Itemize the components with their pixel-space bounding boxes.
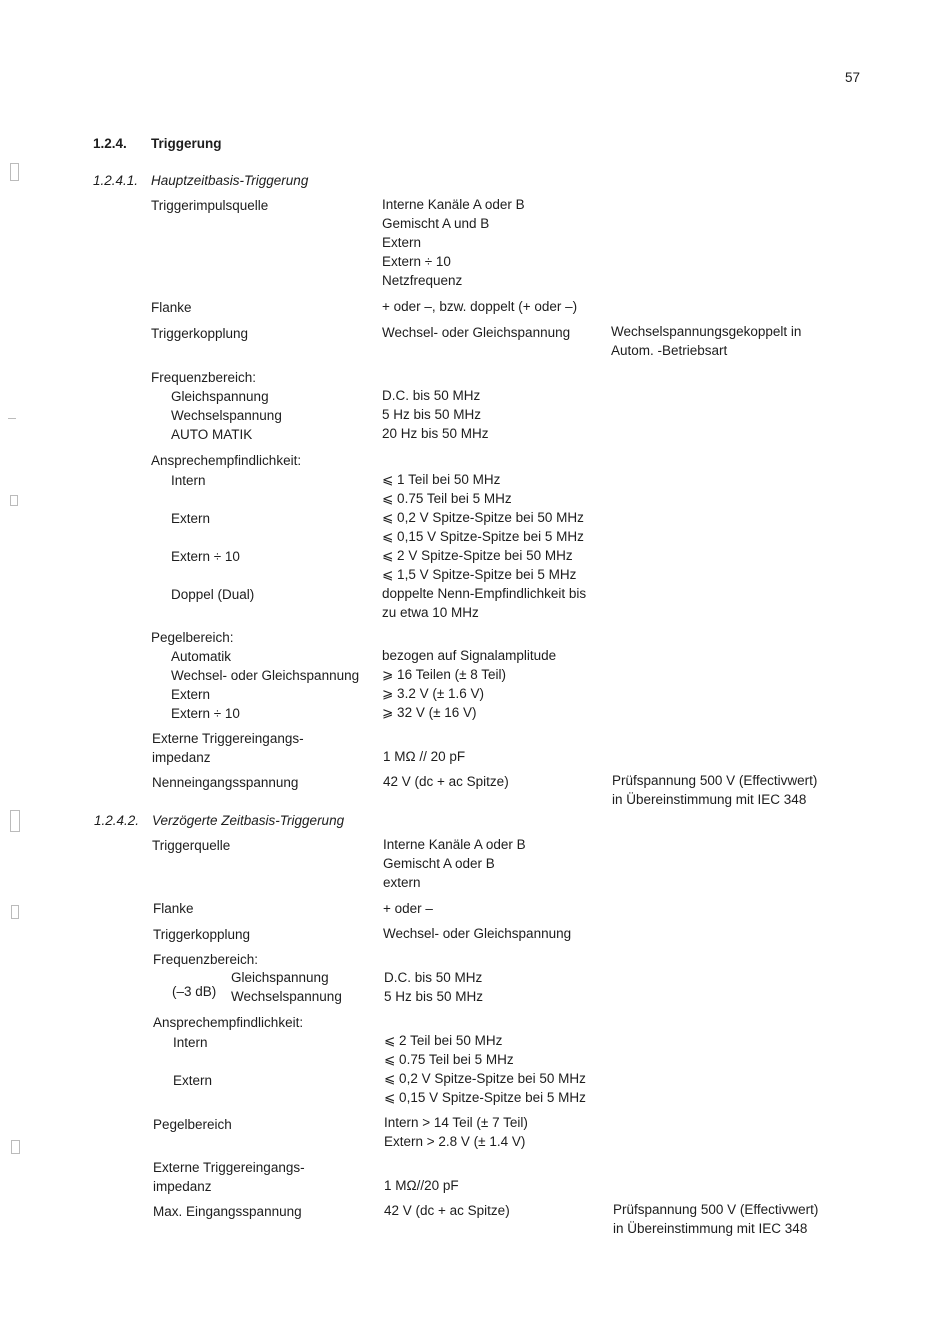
spec-label-line: Externe Triggereingangs- — [152, 731, 304, 746]
scan-mark — [11, 1140, 20, 1154]
spec-values — [384, 1069, 586, 1107]
spec-label: Triggerkopplung — [153, 927, 251, 942]
spec-label — [153, 1158, 305, 1196]
section-number: 1.2.4. — [93, 136, 127, 151]
spec-values — [382, 584, 586, 622]
spec-label: Frequenzbereich: — [153, 952, 259, 967]
spec-label: Triggerquelle — [152, 838, 231, 853]
spec-sub-labels — [171, 387, 282, 444]
scan-mark — [10, 495, 18, 506]
spec-label-line: Externe Triggereingangs- — [153, 1160, 305, 1175]
spec-value: + oder –, bzw. doppelt (+ oder –) — [382, 299, 578, 314]
spec-values — [384, 1113, 528, 1151]
spec-value: Wechsel- oder Gleichspannung — [382, 325, 571, 340]
spec-sub-label: Gleichspannung — [171, 389, 269, 404]
spec-label: Nenneingangsspannung — [152, 775, 299, 790]
spec-note — [611, 322, 801, 360]
spec-label: Ansprechempfindlichkeit: — [151, 453, 302, 468]
spec-value: ⩽ 1,5 V Spitze-Spitze bei 5 MHz — [382, 567, 577, 582]
spec-sub-label: Wechselspannung — [171, 408, 282, 423]
spec-label: Frequenzbereich: — [151, 370, 257, 385]
spec-value: 42 V (dc + ac Spitze) — [384, 1203, 510, 1218]
spec-sub-label: Gleichspannung — [231, 970, 329, 985]
spec-value: Gemischt A und B — [382, 216, 490, 231]
spec-value: D.C. bis 50 MHz — [382, 388, 481, 403]
spec-value: 20 Hz bis 50 MHz — [382, 426, 489, 441]
spec-values — [384, 1031, 514, 1069]
spec-value: extern — [383, 875, 421, 890]
spec-note-line: Prüfspannung 500 V (Effectivwert) — [612, 773, 818, 788]
spec-value: 5 Hz bis 50 MHz — [384, 989, 484, 1004]
spec-values — [383, 835, 526, 892]
subsection-title: Verzögerte Zeitbasis-Triggerung — [152, 813, 345, 828]
spec-note — [613, 1200, 818, 1238]
spec-label — [152, 729, 304, 767]
spec-note — [612, 771, 817, 809]
spec-sub-label: Extern ÷ 10 — [171, 549, 240, 564]
spec-label: Pegelbereich — [153, 1117, 232, 1132]
spec-label: Triggerimpulsquelle — [151, 198, 269, 213]
spec-value: ⩽ 0.75 Teil bei 5 MHz — [384, 1052, 514, 1067]
spec-value: Wechsel- oder Gleichspannung — [383, 926, 572, 941]
spec-label: Triggerkopplung — [151, 326, 249, 341]
spec-values — [382, 546, 576, 584]
spec-value: ⩾ 3.2 V (± 1.6 V) — [382, 686, 485, 701]
spec-value: 42 V (dc + ac Spitze) — [383, 774, 509, 789]
spec-values — [382, 386, 489, 443]
subsection-number: 1.2.4.1. — [93, 173, 139, 188]
spec-sub-label: Extern — [171, 687, 211, 702]
spec-sub-label: AUTO MATIK — [171, 427, 253, 442]
spec-label-line: impedanz — [153, 1179, 212, 1194]
spec-value: ⩽ 0,2 V Spitze-Spitze bei 50 MHz — [382, 510, 584, 525]
spec-value: 1 MΩ//20 pF — [384, 1178, 459, 1193]
spec-values — [382, 508, 584, 546]
spec-value: Interne Kanäle A oder B — [382, 197, 525, 212]
spec-value: Intern > 14 Teil (± 7 Teil) — [384, 1115, 528, 1130]
spec-values — [382, 470, 512, 508]
spec-values — [382, 195, 525, 290]
spec-label: Flanke — [151, 300, 192, 315]
subsection-title: Hauptzeitbasis-Triggerung — [151, 173, 309, 188]
spec-sub-label: Doppel (Dual) — [171, 587, 255, 602]
spec-sub-label: Automatik — [171, 649, 232, 664]
spec-sub-labels — [171, 647, 359, 723]
spec-value: zu etwa 10 MHz — [382, 605, 479, 620]
spec-label: Flanke — [153, 901, 194, 916]
spec-note-line: Prüfspannung 500 V (Effectivwert) — [613, 1202, 819, 1217]
spec-values — [384, 968, 483, 1006]
spec-sub-label: Wechselspannung — [231, 989, 342, 1004]
spec-sub-label: Intern — [171, 473, 206, 488]
spec-value: ⩽ 0,2 V Spitze-Spitze bei 50 MHz — [384, 1071, 586, 1086]
spec-value: 5 Hz bis 50 MHz — [382, 407, 482, 422]
spec-value: D.C. bis 50 MHz — [384, 970, 483, 985]
spec-values — [382, 646, 556, 722]
spec-sub-label: Extern — [173, 1073, 213, 1088]
page-number: 57 — [845, 70, 861, 85]
spec-value: ⩽ 0,15 V Spitze-Spitze bei 5 MHz — [384, 1090, 586, 1105]
spec-value: doppelte Nenn-Empfindlichkeit bis — [382, 586, 587, 601]
section-title: Triggerung — [151, 136, 222, 151]
scan-mark — [11, 905, 19, 919]
spec-value: ⩾ 32 V (± 16 V) — [382, 705, 477, 720]
spec-value: ⩾ 16 Teilen (± 8 Teil) — [382, 667, 507, 682]
spec-value: Interne Kanäle A oder B — [383, 837, 526, 852]
spec-value: bezogen auf Signalamplitude — [382, 648, 557, 663]
spec-value: 1 MΩ // 20 pF — [383, 749, 466, 764]
spec-value: Gemischt A oder B — [383, 856, 495, 871]
spec-note-line: Autom. -Betriebsart — [611, 343, 728, 358]
scan-mark — [10, 810, 20, 832]
spec-value: ⩽ 2 Teil bei 50 MHz — [384, 1033, 503, 1048]
scan-mark — [10, 163, 19, 181]
spec-value: Extern > 2.8 V (± 1.4 V) — [384, 1134, 526, 1149]
spec-value: ⩽ 0.75 Teil bei 5 MHz — [382, 491, 512, 506]
scan-mark — [8, 418, 16, 419]
spec-note-line: in Übereinstimmung mit IEC 348 — [613, 1221, 808, 1236]
subsection-number: 1.2.4.2. — [94, 813, 140, 828]
spec-value: + oder – — [383, 901, 433, 916]
spec-sub-labels — [231, 968, 342, 1006]
spec-value: ⩽ 1 Teil bei 50 MHz — [382, 472, 501, 487]
spec-label: Ansprechempfindlichkeit: — [153, 1015, 304, 1030]
spec-label-line: impedanz — [152, 750, 211, 765]
spec-value: Extern — [382, 235, 422, 250]
spec-label: Max. Eingangsspannung — [153, 1204, 302, 1219]
spec-value: ⩽ 0,15 V Spitze-Spitze bei 5 MHz — [382, 529, 584, 544]
spec-value: Netzfrequenz — [382, 273, 463, 288]
spec-note-line: in Übereinstimmung mit IEC 348 — [612, 792, 807, 807]
spec-value: ⩽ 2 V Spitze-Spitze bei 50 MHz — [382, 548, 573, 563]
spec-sub-label: Extern ÷ 10 — [171, 706, 240, 721]
spec-note-line: Wechselspannungsgekoppelt in — [611, 324, 802, 339]
spec-sub-label: Intern — [173, 1035, 208, 1050]
spec-sub-label: Wechsel- oder Gleichspannung — [171, 668, 360, 683]
spec-value: Extern ÷ 10 — [382, 254, 451, 269]
spec-sub-label: (–3 dB) — [172, 984, 217, 999]
spec-label: Pegelbereich: — [151, 630, 234, 645]
spec-sub-label: Extern — [171, 511, 211, 526]
